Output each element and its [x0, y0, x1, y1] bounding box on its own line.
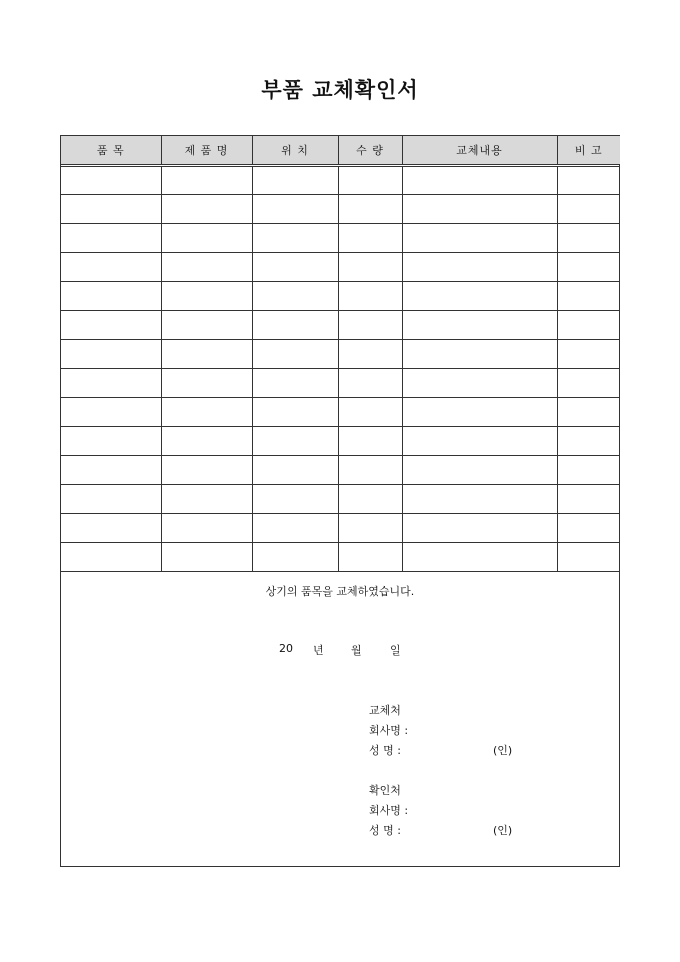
- cell-replacement-details[interactable]: [402, 513, 557, 542]
- cell-item[interactable]: [61, 455, 161, 484]
- cell-remarks[interactable]: [557, 455, 620, 484]
- date-month-label: 월: [351, 644, 362, 657]
- cell-item[interactable]: [61, 194, 161, 223]
- cell-product-name[interactable]: [161, 339, 252, 368]
- cell-remarks[interactable]: [557, 310, 620, 339]
- header-product-name: 제 품 명: [161, 136, 252, 165]
- cell-location[interactable]: [252, 165, 338, 194]
- table-row: [61, 455, 620, 484]
- table-row: [61, 223, 620, 252]
- table-row: [61, 426, 620, 455]
- table-row: [61, 542, 620, 571]
- cell-remarks[interactable]: [557, 513, 620, 542]
- verifier-block: [369, 781, 513, 841]
- cell-quantity[interactable]: [338, 223, 402, 252]
- cell-quantity[interactable]: [338, 513, 402, 542]
- cell-product-name[interactable]: [161, 281, 252, 310]
- cell-product-name[interactable]: [161, 426, 252, 455]
- cell-location[interactable]: [252, 542, 338, 571]
- table-header-row: [61, 136, 620, 165]
- replacer-company-label: 회사명 :: [369, 724, 409, 737]
- table-row: [61, 339, 620, 368]
- cell-quantity[interactable]: [338, 165, 402, 194]
- replacer-heading: 교체처: [369, 704, 401, 717]
- cell-item[interactable]: [61, 339, 161, 368]
- cell-replacement-details[interactable]: [402, 542, 557, 571]
- cell-product-name[interactable]: [161, 165, 252, 194]
- cell-replacement-details[interactable]: [402, 397, 557, 426]
- verifier-heading: 확인처: [369, 784, 401, 797]
- cell-replacement-details[interactable]: [402, 165, 557, 194]
- cell-product-name[interactable]: [161, 513, 252, 542]
- header-replacement-details: 교체내용: [402, 136, 557, 165]
- cell-replacement-details[interactable]: [402, 281, 557, 310]
- table-row: [61, 310, 620, 339]
- cell-quantity[interactable]: [338, 339, 402, 368]
- table-row: [61, 513, 620, 542]
- cell-item[interactable]: [61, 397, 161, 426]
- cell-replacement-details[interactable]: [402, 426, 557, 455]
- cell-location[interactable]: [252, 397, 338, 426]
- cell-item[interactable]: [61, 310, 161, 339]
- date-line: [61, 642, 619, 658]
- cell-location[interactable]: [252, 455, 338, 484]
- cell-remarks[interactable]: [557, 281, 620, 310]
- cell-remarks[interactable]: [557, 397, 620, 426]
- cell-product-name[interactable]: [161, 194, 252, 223]
- cell-remarks[interactable]: [557, 165, 620, 194]
- cell-replacement-details[interactable]: [402, 339, 557, 368]
- date-year-prefix: 20: [279, 642, 293, 655]
- cell-product-name[interactable]: [161, 455, 252, 484]
- cell-product-name[interactable]: [161, 223, 252, 252]
- cell-remarks[interactable]: [557, 339, 620, 368]
- cell-replacement-details[interactable]: [402, 223, 557, 252]
- cell-location[interactable]: [252, 194, 338, 223]
- table-row: [61, 397, 620, 426]
- cell-item[interactable]: [61, 513, 161, 542]
- cell-location[interactable]: [252, 252, 338, 281]
- cell-product-name[interactable]: [161, 252, 252, 281]
- cell-remarks[interactable]: [557, 368, 620, 397]
- cell-location[interactable]: [252, 426, 338, 455]
- document-title: 부품 교체확인서: [261, 77, 419, 102]
- header-item: 품 목: [61, 136, 161, 165]
- cell-item[interactable]: [61, 368, 161, 397]
- cell-replacement-details[interactable]: [402, 455, 557, 484]
- cell-item[interactable]: [61, 484, 161, 513]
- cell-product-name[interactable]: [161, 397, 252, 426]
- verifier-name-label: 성 명 :: [369, 824, 401, 837]
- cell-item[interactable]: [61, 542, 161, 571]
- cell-remarks[interactable]: [557, 426, 620, 455]
- table-row: [61, 281, 620, 310]
- replacer-seal: (인): [493, 744, 513, 757]
- cell-quantity[interactable]: [338, 484, 402, 513]
- cell-replacement-details[interactable]: [402, 252, 557, 281]
- form-sheet: [60, 135, 620, 867]
- cell-remarks[interactable]: [557, 484, 620, 513]
- cell-quantity[interactable]: [338, 281, 402, 310]
- replacer-block: [369, 701, 513, 761]
- table-row: [61, 252, 620, 281]
- cell-location[interactable]: [252, 339, 338, 368]
- cell-location[interactable]: [252, 310, 338, 339]
- confirmation-text: 상기의 품목을 교체하였습니다.: [265, 585, 415, 598]
- cell-remarks[interactable]: [557, 223, 620, 252]
- cell-replacement-details[interactable]: [402, 310, 557, 339]
- cell-replacement-details[interactable]: [402, 194, 557, 223]
- header-remarks: 비 고: [557, 136, 620, 165]
- cell-quantity[interactable]: [338, 252, 402, 281]
- cell-location[interactable]: [252, 513, 338, 542]
- cell-quantity[interactable]: [338, 426, 402, 455]
- table-row: [61, 368, 620, 397]
- cell-item[interactable]: [61, 252, 161, 281]
- header-location: 위 치: [252, 136, 338, 165]
- cell-location[interactable]: [252, 484, 338, 513]
- table-row: [61, 165, 620, 194]
- header-quantity: 수 량: [338, 136, 402, 165]
- verifier-seal: (인): [493, 824, 513, 837]
- cell-quantity[interactable]: [338, 368, 402, 397]
- cell-item[interactable]: [61, 223, 161, 252]
- cell-quantity[interactable]: [338, 542, 402, 571]
- cell-remarks[interactable]: [557, 194, 620, 223]
- replacer-name-label: 성 명 :: [369, 744, 401, 757]
- cell-product-name[interactable]: [161, 484, 252, 513]
- cell-location[interactable]: [252, 281, 338, 310]
- cell-remarks[interactable]: [557, 252, 620, 281]
- cell-quantity[interactable]: [338, 310, 402, 339]
- date-year-label: 년: [313, 644, 324, 657]
- cell-replacement-details[interactable]: [402, 368, 557, 397]
- cell-product-name[interactable]: [161, 310, 252, 339]
- cell-product-name[interactable]: [161, 368, 252, 397]
- cell-item[interactable]: [61, 165, 161, 194]
- table-row: [61, 484, 620, 513]
- cell-quantity[interactable]: [338, 397, 402, 426]
- parts-table: [61, 136, 620, 572]
- cell-location[interactable]: [252, 368, 338, 397]
- table-row: [61, 194, 620, 223]
- cell-quantity[interactable]: [338, 455, 402, 484]
- cell-remarks[interactable]: [557, 542, 620, 571]
- date-day-label: 일: [390, 644, 401, 657]
- cell-product-name[interactable]: [161, 542, 252, 571]
- verifier-company-label: 회사명 :: [369, 804, 409, 817]
- cell-item[interactable]: [61, 281, 161, 310]
- cell-replacement-details[interactable]: [402, 484, 557, 513]
- cell-location[interactable]: [252, 223, 338, 252]
- cell-item[interactable]: [61, 426, 161, 455]
- cell-quantity[interactable]: [338, 194, 402, 223]
